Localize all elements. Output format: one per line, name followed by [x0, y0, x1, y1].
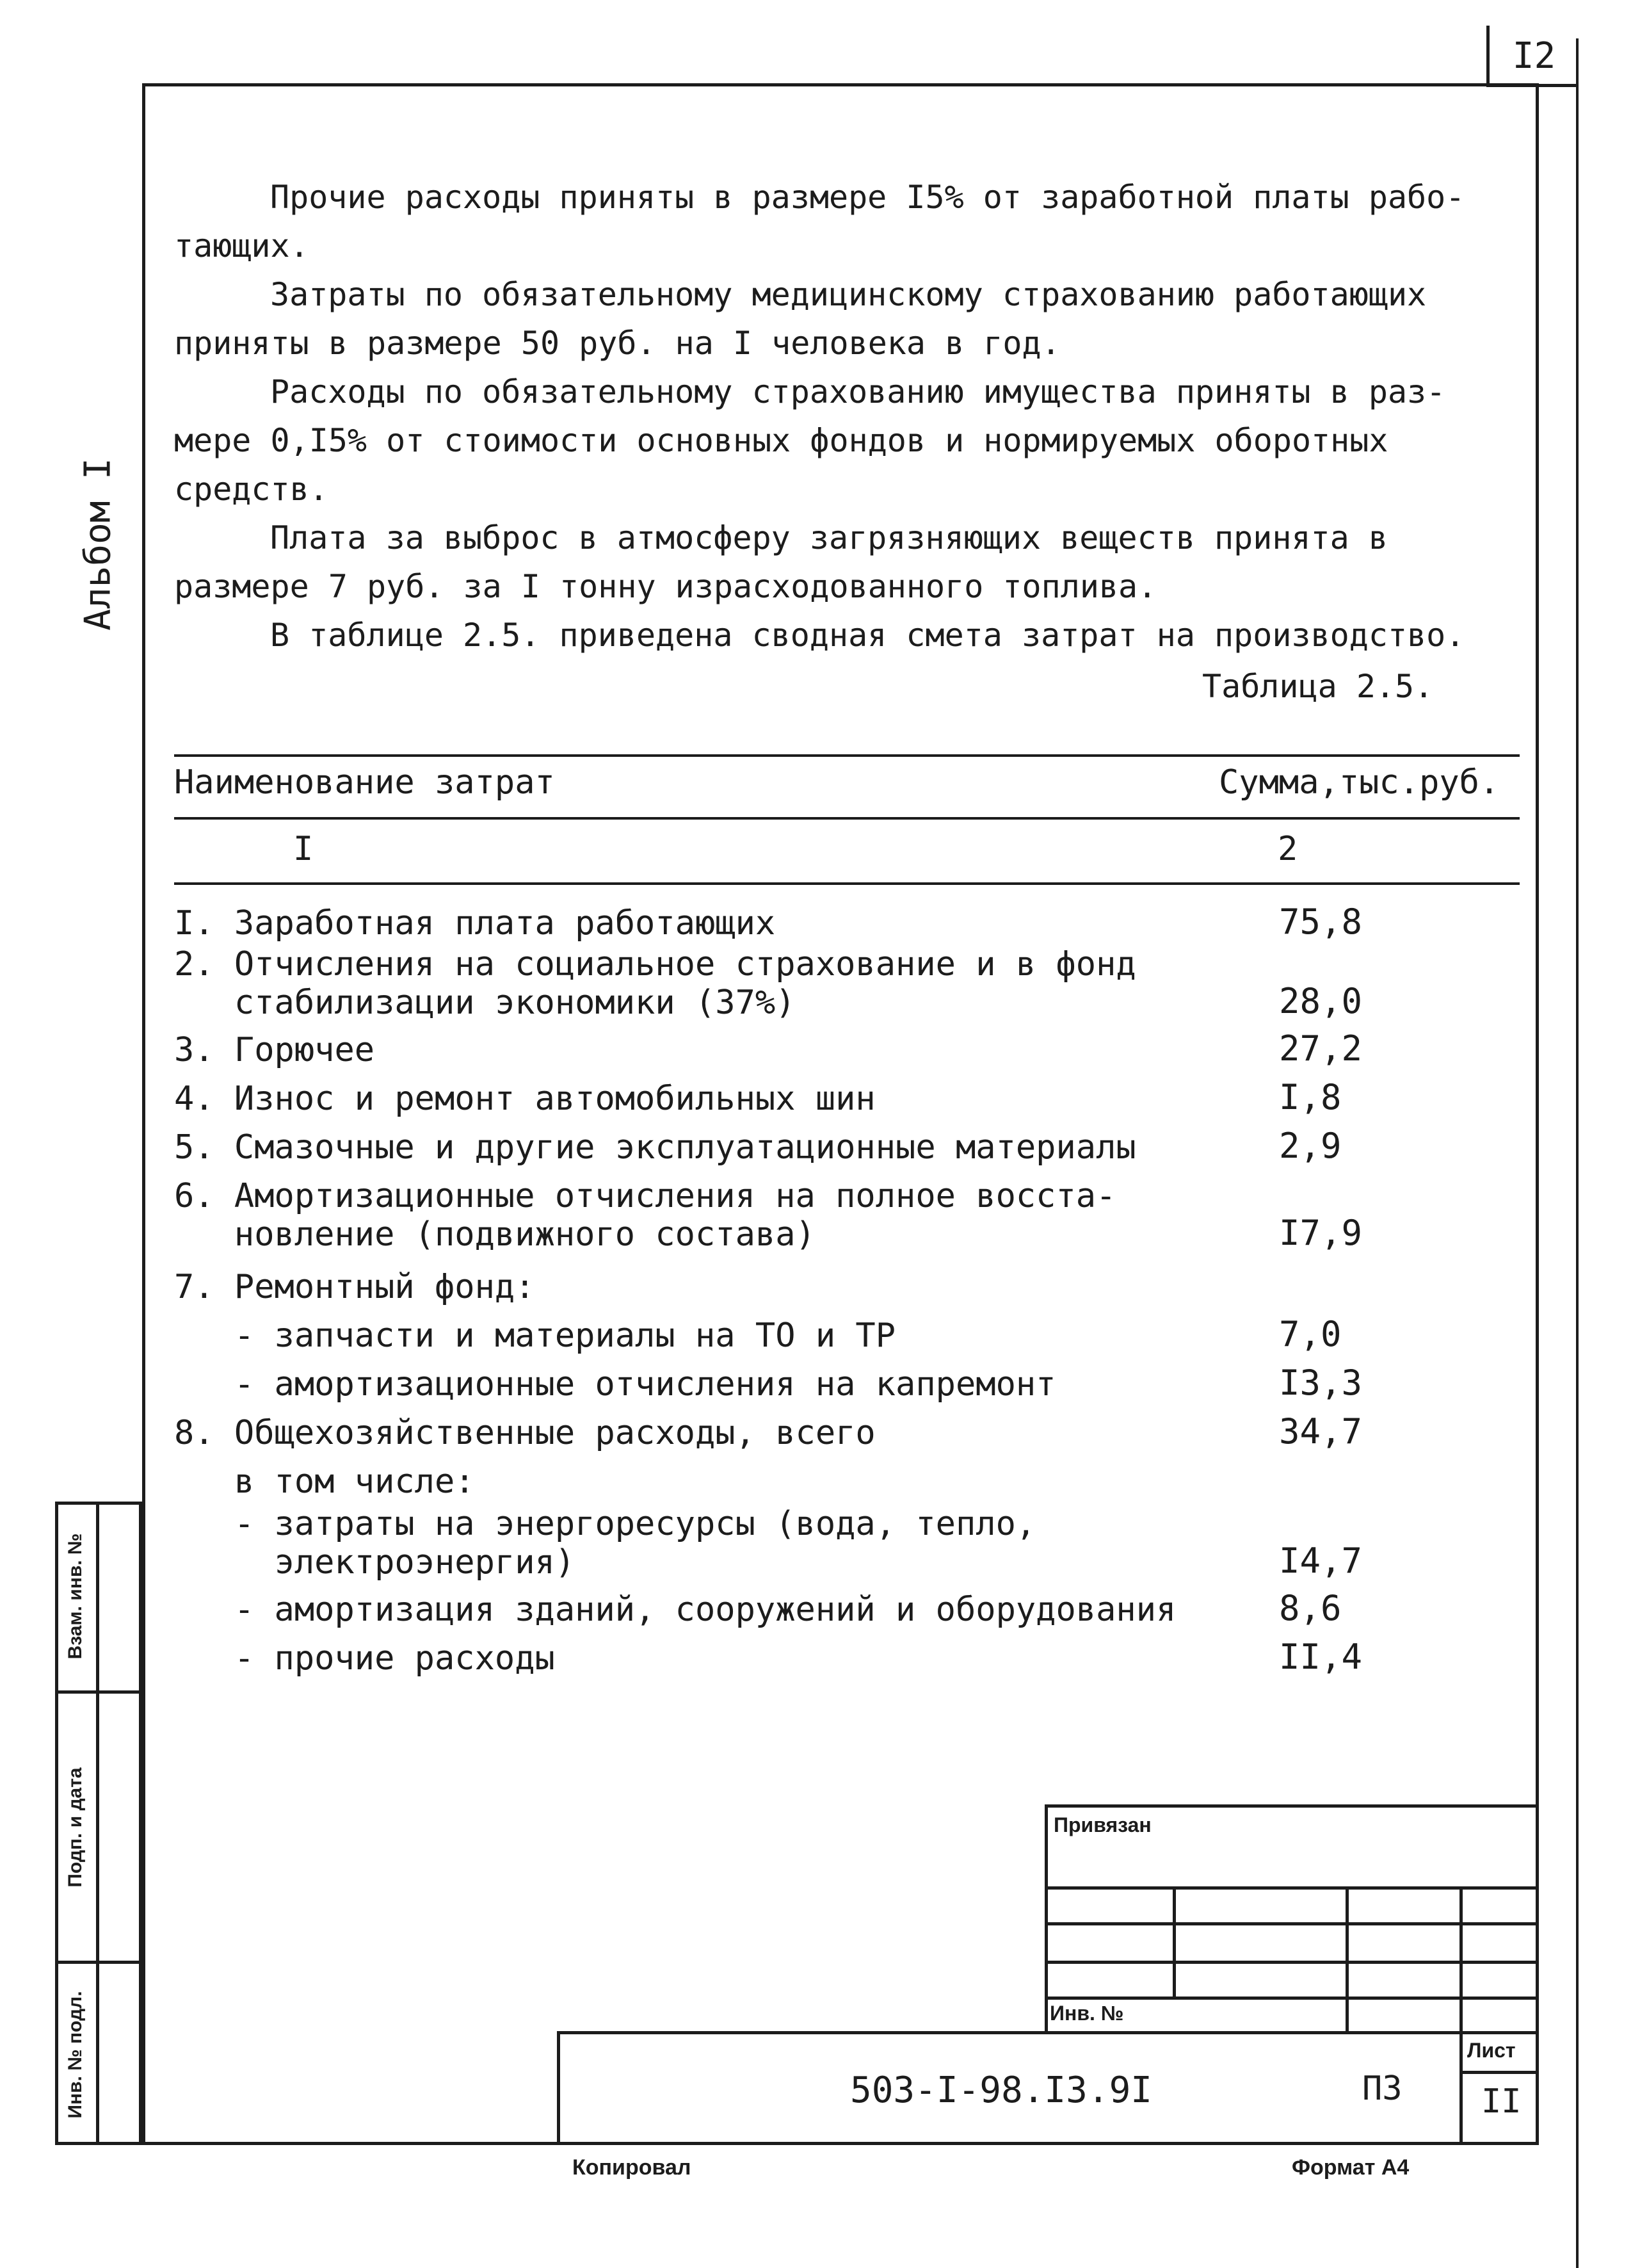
- table-row-value: I,8: [1279, 1077, 1342, 1117]
- table-row-label: стабилизации экономики (37%): [174, 984, 796, 1022]
- table-row-label: 5. Смазочные и другие эксплуатационные материалы: [174, 1128, 1136, 1167]
- doc-code: 503-I-98.I3.9I: [850, 2070, 1153, 2111]
- paragraph: Прочие расходы приняты в размере I5% от заработной платы рабо-: [270, 179, 1465, 216]
- page-number: I2: [1486, 26, 1579, 87]
- table-row-label: новление (подвижного состава): [174, 1215, 816, 1254]
- table-col-number-2: 2: [1278, 830, 1298, 868]
- table-row-value: II,4: [1279, 1637, 1363, 1677]
- table-row: [174, 1414, 876, 1452]
- inv-label: Инв. №: [1050, 2002, 1124, 2025]
- main-stamp-top: [557, 2031, 1539, 2034]
- attached-rule: [1045, 1961, 1539, 1964]
- table-row-label: - затраты на энергоресурсы (вода, тепло,: [174, 1505, 1036, 1543]
- attached-col: [1346, 1886, 1349, 2031]
- main-stamp-left: [557, 2031, 560, 2145]
- paragraph-cont: тающих.: [174, 227, 309, 264]
- attached-col: [1459, 1886, 1463, 2031]
- attached-rule: [1045, 1922, 1539, 1925]
- table-rule-bottom: [174, 882, 1520, 885]
- table-row: [174, 945, 1136, 1022]
- table-row-value: I3,3: [1279, 1363, 1363, 1403]
- paragraph-cont: средств.: [174, 471, 328, 508]
- table-row: [174, 1268, 535, 1306]
- footer-format: Формат А4: [1292, 2155, 1410, 2180]
- table-row: [174, 1591, 1176, 1629]
- table-row: [174, 1031, 374, 1069]
- attached-rule: [1045, 1886, 1539, 1890]
- paragraph: Расходы по обязательному страхованию имущества приняты в раз-: [270, 373, 1446, 410]
- table-row-value: 2,9: [1279, 1126, 1342, 1166]
- table-row: [174, 1505, 1036, 1582]
- table-row-value: 7,0: [1279, 1314, 1342, 1354]
- table-row-value: 34,7: [1279, 1411, 1363, 1452]
- table-row-label: 4. Износ и ремонт автомобильных шин: [174, 1080, 876, 1118]
- text-body: [174, 173, 1465, 660]
- table-row-label: - запчасти и материалы на ТО и ТР: [174, 1316, 896, 1355]
- table-row-label: в том числе:: [174, 1462, 475, 1501]
- attached-label: Привязан: [1054, 1813, 1152, 1836]
- table-row: [174, 904, 775, 943]
- attached-rule: [1045, 1997, 1539, 2000]
- table-row-label: I. Заработная плата работающих: [174, 904, 776, 943]
- table-row: [174, 1316, 896, 1355]
- paragraph-cont: мере 0,I5% от стоимости основных фондов и нормируемых оборотных: [174, 422, 1388, 459]
- table-row: [174, 1639, 555, 1678]
- table-row-label: 8. Общехозяйственные расходы, всего: [174, 1414, 876, 1452]
- table-col-number-1: I: [293, 830, 314, 868]
- main-stamp-sheet-divider: [1459, 2031, 1463, 2145]
- table-row-label: - амортизация зданий, сооружений и оборудования: [174, 1591, 1177, 1629]
- attached-box-top: [1045, 1804, 1539, 1808]
- side-stamp-divider: [96, 1502, 99, 2145]
- doc-type: ПЗ: [1362, 2070, 1403, 2108]
- table-row-label: 6. Амортизационные отчисления на полное восста-: [174, 1177, 1116, 1215]
- stamp-original-inv: Инв. № подл.: [65, 1990, 86, 2119]
- table-row: [174, 1462, 475, 1501]
- table-row-value: 8,6: [1279, 1588, 1342, 1628]
- sheet-rule: [1459, 2071, 1539, 2074]
- table-row-value: 75,8: [1279, 902, 1363, 942]
- right-rail: [1576, 38, 1579, 2268]
- table-row: [174, 1080, 876, 1118]
- table-row-label: 7. Ремонтный фонд:: [174, 1268, 535, 1306]
- attached-col: [1173, 1886, 1176, 1997]
- table-row: [174, 1128, 1136, 1167]
- table-row-label: 3. Горючее: [174, 1031, 375, 1069]
- table-row-value: I4,7: [1279, 1541, 1363, 1581]
- paragraph-cont: размере 7 руб. за I тонну израсходованного топлива.: [174, 568, 1157, 605]
- table-rule-mid: [174, 817, 1520, 820]
- stamp-replaced-inv: Взам. инв. №: [65, 1533, 86, 1659]
- paragraph: В таблице 2.5. приведена сводная смета затрат на производство.: [270, 617, 1465, 654]
- sheet-number: II: [1481, 2082, 1522, 2121]
- sheet-label: Лист: [1467, 2039, 1516, 2062]
- table-row-value: 28,0: [1279, 981, 1363, 1021]
- paragraph-cont: приняты в размере 50 руб. на I человека в год.: [174, 325, 1061, 362]
- table-row: [174, 1177, 1116, 1254]
- table-row-label: - амортизационные отчисления на капремонт: [174, 1365, 1056, 1404]
- table-rule-top: [174, 754, 1520, 757]
- table-row-label: электроэнергия): [174, 1543, 575, 1582]
- table-caption: Таблица 2.5.: [1202, 668, 1434, 705]
- footer-copied: Копировал: [572, 2155, 691, 2180]
- table-row-label: 2. Отчисления на социальное страхование и в фонд: [174, 945, 1136, 984]
- table-row-value: I7,9: [1279, 1213, 1363, 1253]
- paragraph: Плата за выброс в атмосферу загрязняющих веществ принята в: [270, 519, 1388, 556]
- table-header-sum: Сумма,тыс.руб.: [1219, 763, 1500, 802]
- table-row-label: - прочие расходы: [174, 1639, 555, 1678]
- stamp-sign-date: Подп. и дата: [65, 1767, 86, 1888]
- table-row: [174, 1365, 1056, 1404]
- paragraph: Затраты по обязательному медицинскому страхованию работающих: [270, 276, 1427, 313]
- album-label: Альбом I: [77, 458, 119, 631]
- table-header-name: Наименование затрат: [174, 763, 555, 802]
- table-row-value: 27,2: [1279, 1028, 1363, 1069]
